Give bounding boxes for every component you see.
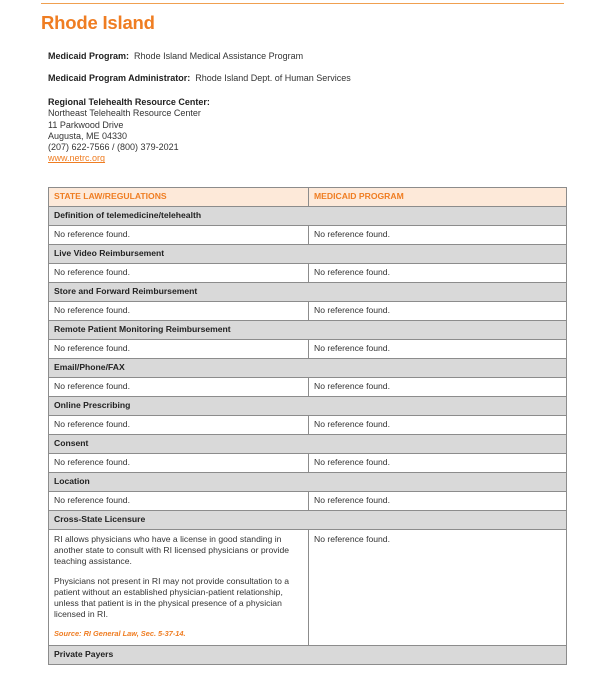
state-law-cell: No reference found. bbox=[49, 416, 309, 435]
rtrc-name: Northeast Telehealth Resource Center bbox=[48, 108, 201, 119]
state-law-cell: No reference found. bbox=[49, 264, 309, 283]
state-law-cell: No reference found. bbox=[49, 492, 309, 511]
header-medicaid: MEDICAID PROGRAM bbox=[309, 188, 567, 207]
table-row bbox=[49, 264, 567, 283]
medicaid-cell: No reference found. bbox=[309, 530, 567, 646]
rtrc-label: Regional Telehealth Resource Center: bbox=[48, 97, 210, 107]
section-title: Store and Forward Reimbursement bbox=[49, 283, 567, 302]
table-row bbox=[49, 454, 567, 473]
section-row bbox=[49, 207, 567, 226]
state-law-cell: No reference found. bbox=[49, 302, 309, 321]
section-row bbox=[49, 511, 567, 530]
table-header-row bbox=[49, 188, 567, 207]
state-law-cell: No reference found. bbox=[49, 226, 309, 245]
section-row bbox=[49, 646, 567, 665]
state-law-cell: No reference found. bbox=[49, 378, 309, 397]
section-title: Private Payers bbox=[49, 646, 567, 665]
table-row bbox=[49, 530, 567, 646]
section-title: Cross-State Licensure bbox=[49, 511, 567, 530]
section-row bbox=[49, 245, 567, 264]
medicaid-cell: No reference found. bbox=[309, 302, 567, 321]
medicaid-cell: No reference found. bbox=[309, 492, 567, 511]
section-row bbox=[49, 435, 567, 454]
medicaid-cell: No reference found. bbox=[309, 454, 567, 473]
medicaid-cell: No reference found. bbox=[309, 340, 567, 359]
header-state-law: STATE LAW/REGULATIONS bbox=[49, 188, 309, 207]
medicaid-program-info bbox=[48, 51, 303, 62]
table-row bbox=[49, 492, 567, 511]
state-law-cell: No reference found. bbox=[49, 340, 309, 359]
table-row bbox=[49, 302, 567, 321]
section-title: Consent bbox=[49, 435, 567, 454]
section-title: Online Prescribing bbox=[49, 397, 567, 416]
state-law-cell bbox=[49, 530, 309, 646]
table-row bbox=[49, 416, 567, 435]
state-law-paragraph: Physicians not present in RI may not provide consultation to a patient without an established physician-patient relationship, unless that patient is in the physical presence of a physician licensed in RI. bbox=[54, 575, 290, 620]
telehealth-policy-table bbox=[48, 187, 567, 665]
section-title: Remote Patient Monitoring Reimbursement bbox=[49, 321, 567, 340]
administrator-value: Rhode Island Dept. of Human Services bbox=[195, 73, 351, 83]
section-row bbox=[49, 397, 567, 416]
rtrc-city: Augusta, ME 04330 bbox=[48, 130, 128, 141]
state-law-source: Source: RI General Law, Sec. 5-37-14. bbox=[54, 629, 186, 639]
medicaid-program-value: Rhode Island Medical Assistance Program bbox=[134, 51, 304, 61]
section-title: Email/Phone/FAX bbox=[49, 359, 567, 378]
state-law-cell: No reference found. bbox=[49, 454, 309, 473]
rtrc-street: 11 Parkwood Drive bbox=[48, 119, 124, 130]
medicaid-cell: No reference found. bbox=[309, 378, 567, 397]
section-row bbox=[49, 321, 567, 340]
section-row bbox=[49, 283, 567, 302]
table-row bbox=[49, 340, 567, 359]
medicaid-program-label: Medicaid Program: bbox=[48, 51, 130, 61]
table-row bbox=[49, 378, 567, 397]
medicaid-cell: No reference found. bbox=[309, 226, 567, 245]
rtrc-website-link[interactable]: www.netrc.org bbox=[48, 153, 106, 164]
section-row bbox=[49, 359, 567, 378]
section-row bbox=[49, 473, 567, 492]
section-title: Location bbox=[49, 473, 567, 492]
administrator-label: Medicaid Program Administrator: bbox=[48, 73, 191, 83]
medicaid-cell: No reference found. bbox=[309, 264, 567, 283]
page-title: Rhode Island bbox=[41, 12, 155, 33]
medicaid-administrator-info bbox=[48, 73, 351, 84]
rtrc-phone: (207) 622-7566 / (800) 379-2021 bbox=[48, 142, 179, 153]
state-law-paragraph: RI allows physicians who have a license in good standing in another state to consult with RI licensed physicians or provide teaching assistance. bbox=[54, 534, 290, 567]
section-title: Live Video Reimbursement bbox=[49, 245, 567, 264]
table-row bbox=[49, 226, 567, 245]
rtrc-info bbox=[48, 97, 210, 165]
medicaid-cell: No reference found. bbox=[309, 416, 567, 435]
top-divider bbox=[41, 3, 564, 4]
section-title: Definition of telemedicine/telehealth bbox=[49, 207, 567, 226]
